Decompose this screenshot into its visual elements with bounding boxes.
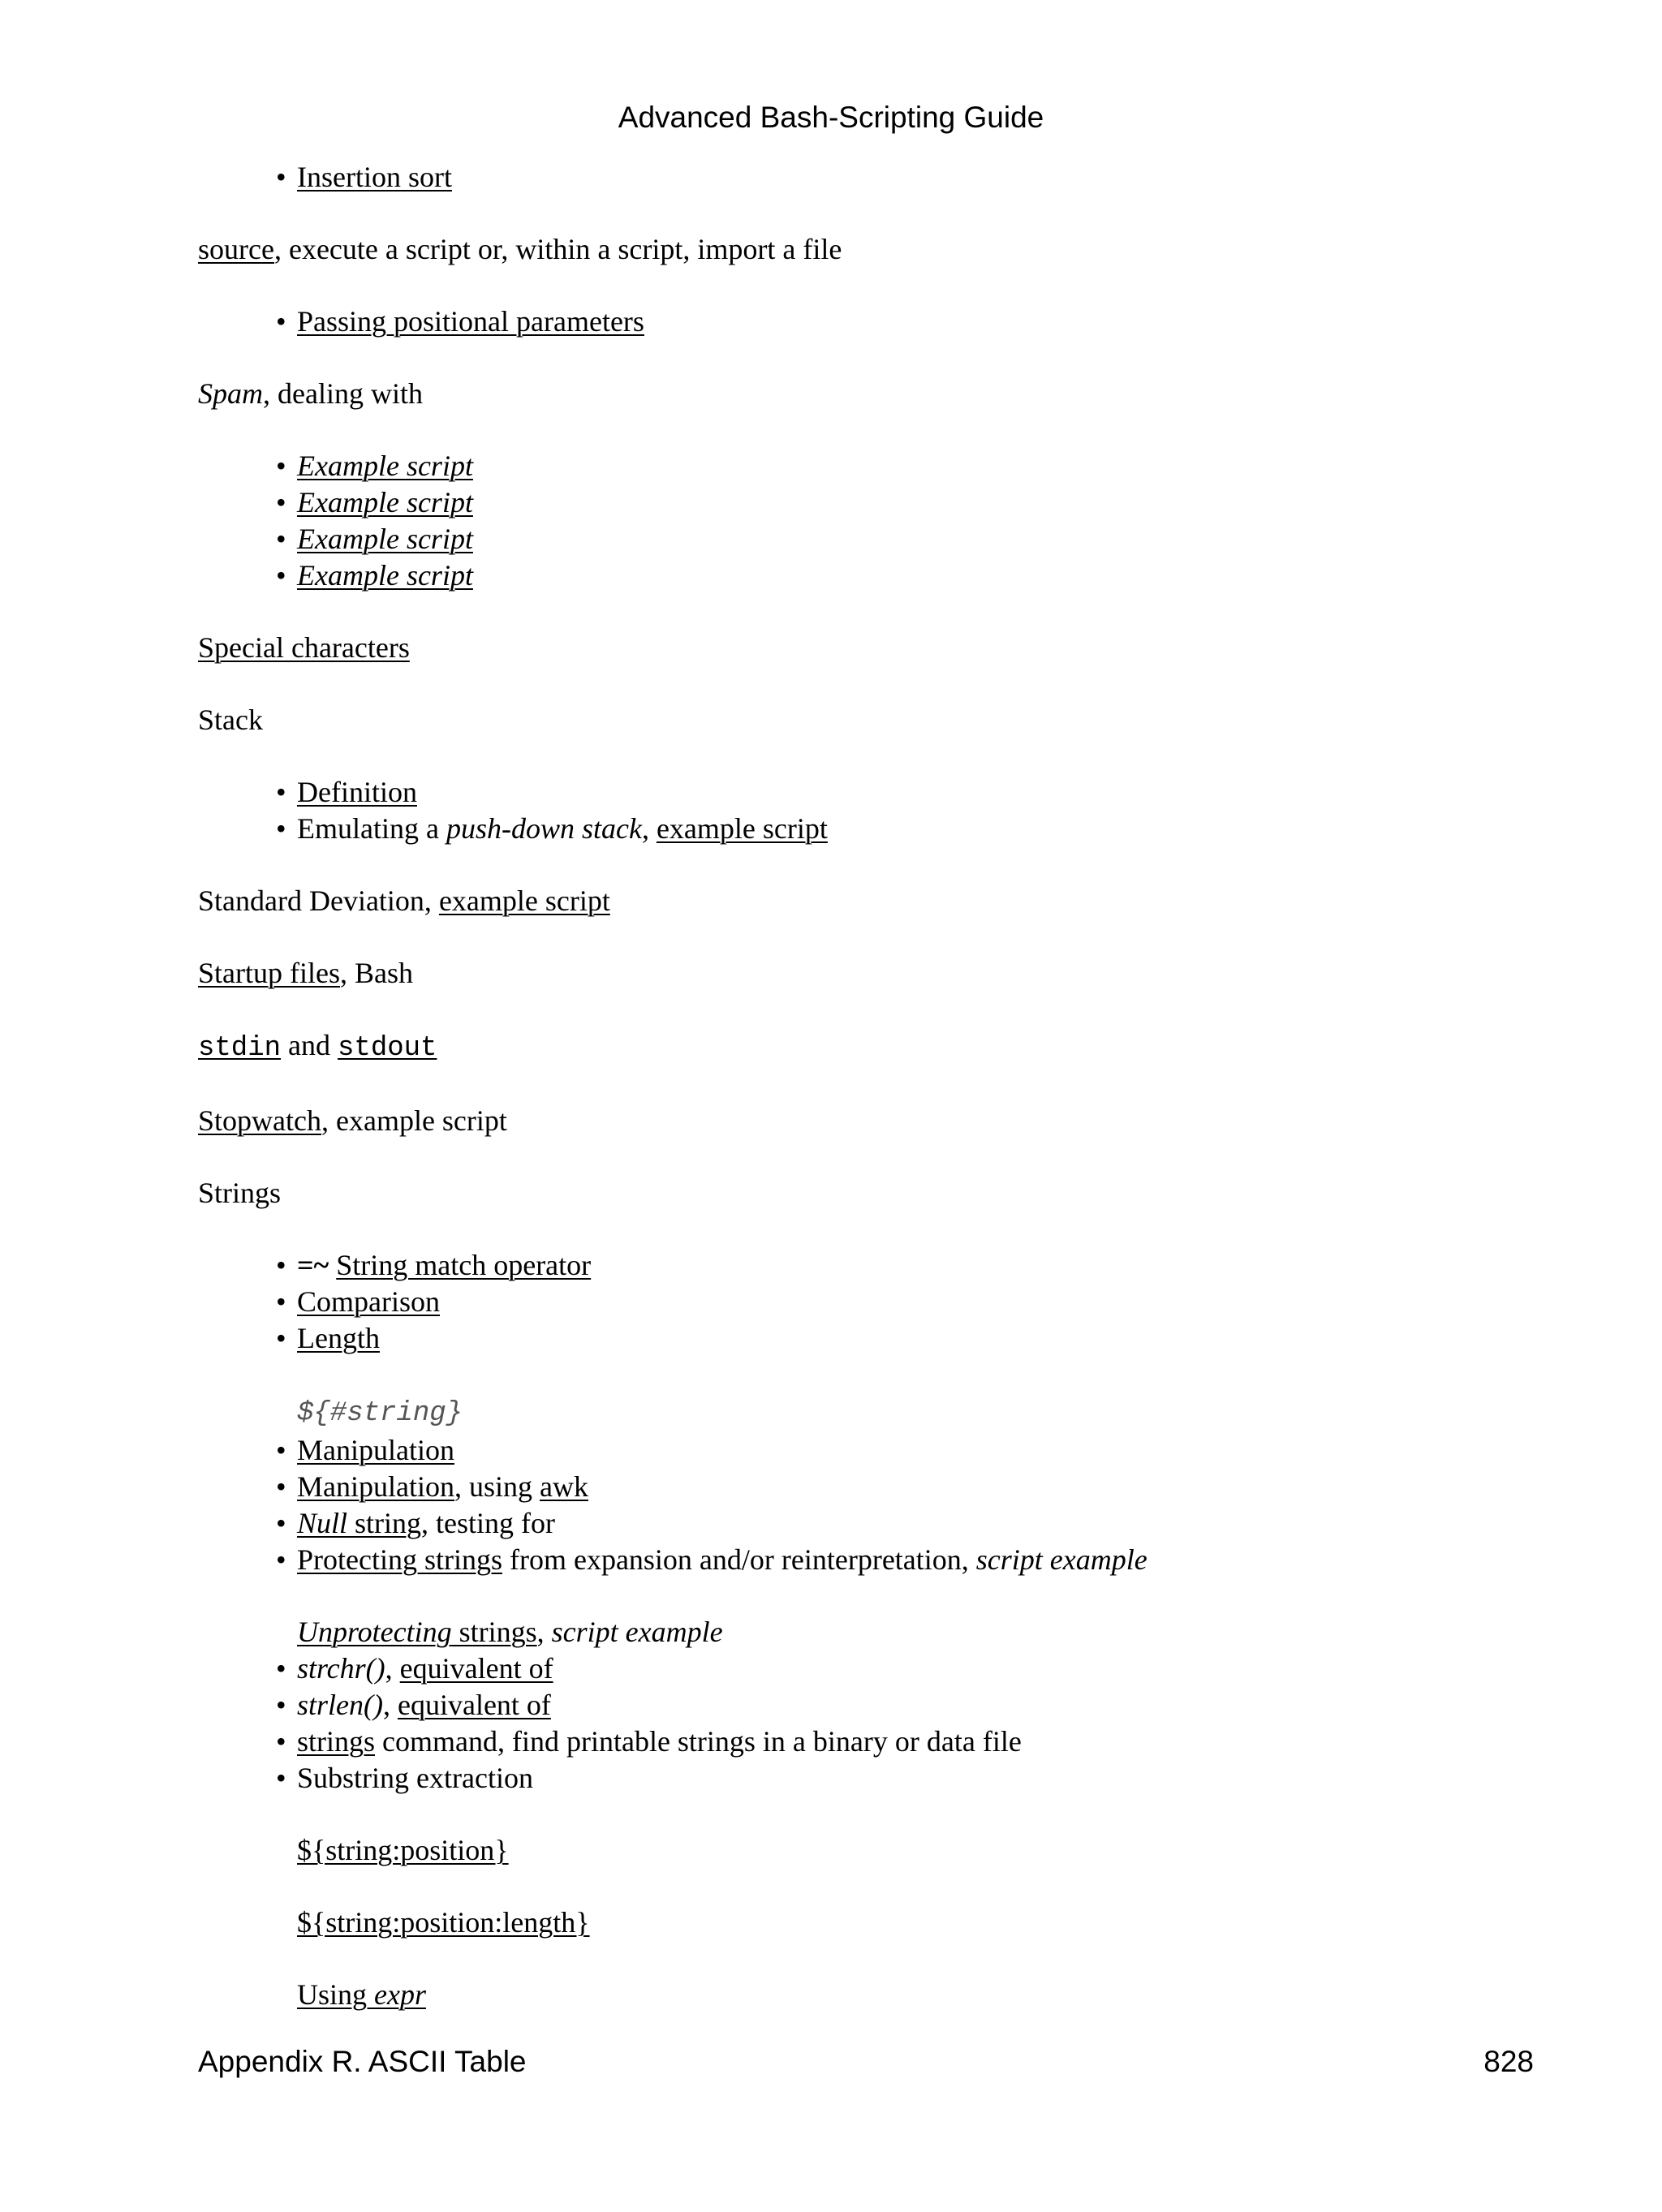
page-header: Advanced Bash-Scripting Guide bbox=[618, 101, 1044, 134]
list-item bbox=[198, 1320, 1578, 1357]
example-script-link[interactable]: example script bbox=[656, 812, 828, 845]
list-item bbox=[198, 557, 1578, 594]
list-item: • Emulating a push-down stack, example script bbox=[198, 811, 1578, 847]
example-script-link: Example script bbox=[297, 486, 473, 519]
startup-files-link[interactable]: Startup files bbox=[198, 957, 340, 989]
index-sublist bbox=[198, 1247, 1578, 2013]
index-sublist bbox=[198, 303, 1578, 340]
substring-position-length-link[interactable]: ${string:position:length} bbox=[297, 1906, 590, 1939]
page-number: 828 bbox=[1483, 2045, 1534, 2078]
list-item-continuation bbox=[198, 1869, 1578, 1941]
passing-params-link[interactable]: Passing positional parameters bbox=[297, 305, 644, 338]
equivalent-of-link[interactable]: equivalent of bbox=[399, 1652, 553, 1685]
comparison-link[interactable]: Comparison bbox=[297, 1285, 440, 1318]
list-item: • Null string, testing for bbox=[198, 1505, 1578, 1542]
null-string-link[interactable]: Null string bbox=[297, 1507, 422, 1539]
list-item bbox=[198, 1284, 1578, 1320]
index-entry-startup: Startup files, Bash bbox=[198, 957, 413, 989]
list-item: • strchr(), equivalent of bbox=[198, 1650, 1578, 1687]
index-entry-strings: Strings bbox=[198, 1177, 282, 1209]
stdin-link[interactable]: stdin bbox=[198, 1033, 282, 1064]
substring-position-link[interactable]: ${string:position} bbox=[297, 1834, 509, 1866]
manipulation-link[interactable]: Manipulation bbox=[297, 1470, 454, 1503]
example-script-link[interactable]: example script bbox=[438, 884, 610, 917]
list-item: • =~ String match operator bbox=[198, 1247, 1578, 1284]
index-entry-source: source, execute a script or, within a script, import a file bbox=[198, 233, 842, 265]
index-content bbox=[198, 159, 1578, 2013]
list-item bbox=[198, 448, 1578, 484]
list-item-continuation bbox=[198, 1357, 1578, 1432]
index-entry-stack: Stack bbox=[198, 704, 263, 736]
equivalent-of-link[interactable]: equivalent of bbox=[397, 1689, 551, 1721]
index-sublist bbox=[198, 774, 1578, 847]
special-characters-link[interactable]: Special characters bbox=[198, 631, 410, 664]
manipulation-link[interactable]: Manipulation bbox=[297, 1434, 454, 1466]
index-entry-std-dev: Standard Deviation, example script bbox=[198, 884, 610, 917]
list-item bbox=[198, 774, 1578, 811]
index-sublist bbox=[198, 448, 1578, 594]
list-item: • Manipulation, using awk bbox=[198, 1469, 1578, 1505]
list-item: • Protecting strings from expansion and/or reinterpretation, script example bbox=[198, 1542, 1578, 1578]
list-item: • Substring extraction bbox=[198, 1760, 1578, 1797]
insertion-sort-link[interactable]: Insertion sort bbox=[297, 161, 452, 193]
stopwatch-link[interactable]: Stopwatch bbox=[198, 1104, 321, 1137]
list-item bbox=[198, 159, 1578, 196]
list-item bbox=[198, 484, 1578, 521]
awk-link[interactable]: awk bbox=[540, 1470, 588, 1503]
index-sublist bbox=[198, 159, 1578, 196]
length-syntax: ${#string} bbox=[297, 1398, 463, 1429]
example-script-link: Example script bbox=[297, 450, 473, 482]
list-item: • strings command, find printable strings in a binary or data file bbox=[198, 1724, 1578, 1760]
strings-command-link[interactable]: strings bbox=[297, 1725, 376, 1758]
list-item-continuation: Unprotecting strings, script example bbox=[297, 1616, 723, 1648]
unprotecting-strings-link[interactable]: Unprotecting strings bbox=[297, 1616, 537, 1648]
length-link[interactable]: Length bbox=[297, 1322, 380, 1354]
using-expr-link[interactable]: Using expr bbox=[297, 1978, 426, 2011]
protecting-strings-link[interactable]: Protecting strings bbox=[297, 1543, 502, 1576]
index-entry-special-characters bbox=[198, 630, 1578, 666]
definition-link[interactable]: Definition bbox=[297, 776, 417, 808]
index-entry-stdin: stdin and stdout bbox=[198, 1029, 437, 1064]
list-item bbox=[198, 303, 1578, 340]
list-item bbox=[198, 1432, 1578, 1469]
source-link[interactable]: source bbox=[198, 233, 274, 265]
list-item bbox=[198, 521, 1578, 557]
string-match-operator-link[interactable]: String match operator bbox=[336, 1249, 592, 1281]
index-entry-spam: Spam, dealing with bbox=[198, 377, 423, 410]
index-entry-stopwatch: Stopwatch, example script bbox=[198, 1104, 507, 1137]
example-script-link: Example script bbox=[297, 559, 473, 592]
example-script-link: Example script bbox=[297, 523, 473, 555]
list-item: • strlen(), equivalent of bbox=[198, 1687, 1578, 1724]
list-item-continuation bbox=[198, 1941, 1578, 2013]
footer-chapter: Appendix R. ASCII Table bbox=[198, 2045, 527, 2078]
list-item-continuation bbox=[198, 1797, 1578, 1869]
stdout-link[interactable]: stdout bbox=[338, 1033, 437, 1064]
